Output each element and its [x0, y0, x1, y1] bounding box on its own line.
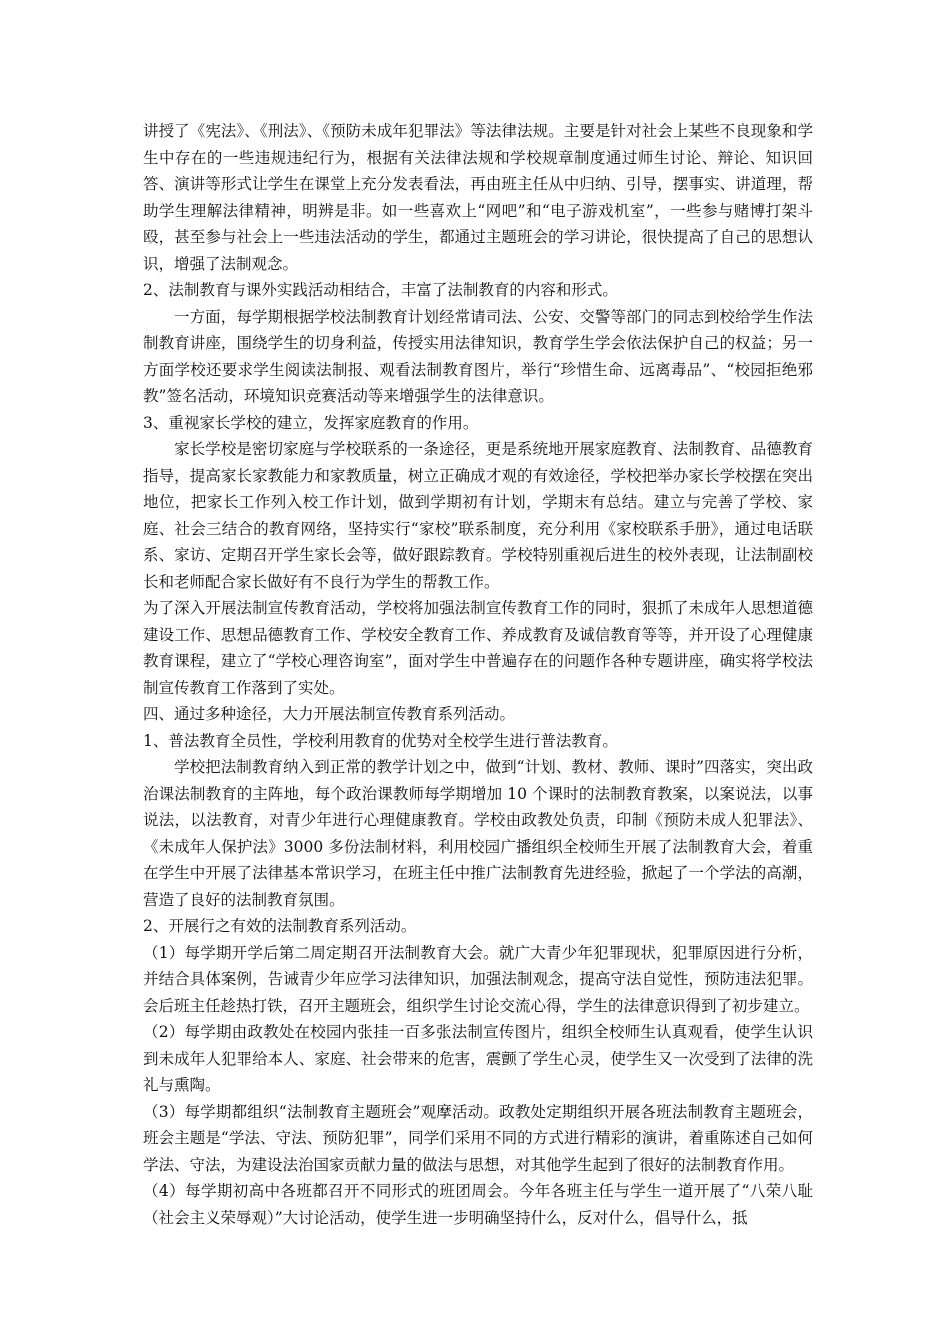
- paragraph-9: 学校把法制教育纳入到正常的教学计划之中，做到“计划、教材、教师、课时”四落实，突出政治课法制教育的主阵地，每个政治课教师每学期增加 10 个课时的法制教育教案，以案说法，以事说法，以法教育，对青少年进行心理健康教育。学校由政教处负责，印制《预防未成人犯罪法》、《未成年人保护法》3000 多份法制材料，利用校园广播组织全校师生开展了法制教育大会，着重在学生中开展了法律基本常识学习，在班主任中推广法制教育先进经验，掀起了一个学法的高潮，营造了良好的法制教育氛围。: [143, 758, 813, 909]
- subheading-2: 2、法制教育与课外实践活动相结合，丰富了法制教育的内容和形式。: [143, 281, 618, 299]
- list-item-2: （2）每学期由政教处在校园内张挂一百多张法制宣传图片，组织全校师生认真观看，使学生认识到未成年人犯罪给本人、家庭、社会带来的危害，震颤了学生心灵，使学生又一次受到了法律的洗礼与熏陶。: [143, 1023, 813, 1094]
- paragraph-1: 讲授了《宪法》、《刑法》、《预防未成年犯罪法》等法律法规。主要是针对社会上某些不良现象和学生中存在的一些违规违纪行为，根据有关法律法规和学校规章制度通过师生讨论、辩论、知识回答、演讲等形式让学生在课堂上充分发表看法，再由班主任从中归纳、引导，摆事实、讲道理，帮助学生理解法律精神，明辨是非。如一些喜欢上“网吧”和“电子游戏机室”，一些参与赌博打架斗殴，甚至参与社会上一些违法活动的学生，都通过主题班会的学习讲论，很快提高了自己的思想认识，增强了法制观念。: [143, 122, 813, 273]
- subheading-4-2: 2、开展行之有效的法制教育系列活动。: [143, 917, 417, 935]
- subheading-4-1: 1、普法教育全员性，学校利用教育的优势对全校学生进行普法教育。: [143, 731, 618, 750]
- document-body: [143, 118, 813, 1231]
- paragraph-3: 一方面，每学期根据学校法制教育计划经常请司法、公安、交警等部门的同志到校给学生作法制教育讲座，围绕学生的切身利益，传授实用法律知识，教育学生学会依法保护自己的权益；另一方面学校还要求学生阅读法制报、观看法制教育图片，举行“珍惜生命、远离毒品”、“校园拒绝邪教”签名活动，环境知识竞赛活动等来增强学生的法律意识。: [143, 307, 813, 405]
- list-item-4: （4）每学期初高中各班都召开不同形式的班团周会。今年各班主任与学生一道开展了“八荣八耻（社会主义荣辱观）”大讨论活动，使学生进一步明确坚持什么，反对什么，倡导什么，抵: [143, 1182, 813, 1227]
- paragraph-5: 家长学校是密切家庭与学校联系的一条途径，更是系统地开展家庭教育、法制教育、品德教育指导，提高家长家教能力和家教质量，树立正确成才观的有效途径，学校把举办家长学校摆在突出地位，把家长工作列入校工作计划，做到学期初有计划，学期末有总结。建立与完善了学校、家庭、社会三结合的教育网络，坚持实行“家校”联系制度，充分利用《家校联系手册》，通过电话联系、家访、定期召开学生家长会等，做好跟踪教育。学校特别重视后进生的校外表现，让法制副校长和老师配合家长做好有不良行为学生的帮教工作。: [143, 440, 813, 591]
- section-heading-4: 四、通过多种途径，大力开展法制宣传教育系列活动。: [143, 705, 516, 723]
- paragraph-6: 为了深入开展法制宣传教育活动，学校将加强法制宣传教育工作的同时，狠抓了未成年人思想道德建设工作、思想品德教育工作、学校安全教育工作、养成教育及诚信教育等等，并开设了心理健康教育课程，建立了“学校心理咨询室”，面对学生中普遍存在的问题作各种专题讲座，确实将学校法制宣传教育工作落到了实处。: [143, 599, 813, 697]
- list-item-3: （3）每学期都组织“法制教育主题班会”观摩活动。政教处定期组织开展各班法制教育主题班会，班会主题是“学法、守法、预防犯罪”，同学们采用不同的方式进行精彩的演讲，着重陈述自己如何学法、守法，为建设法治国家贡献力量的做法与思想，对其他学生起到了很好的法制教育作用。: [143, 1102, 813, 1174]
- list-item-1: （1）每学期开学后第二周定期召开法制教育大会。就广大青少年犯罪现状，犯罪原因进行分析，并结合具体案例，告诫青少年应学习法律知识，加强法制观念，提高守法自觉性，预防违法犯罪。会后班主任趁热打铁，召开主题班会，组织学生讨论交流心得，学生的法律意识得到了初步建立。: [143, 943, 813, 1015]
- subheading-3: 3、重视家长学校的建立，发挥家庭教育的作用。: [143, 413, 479, 432]
